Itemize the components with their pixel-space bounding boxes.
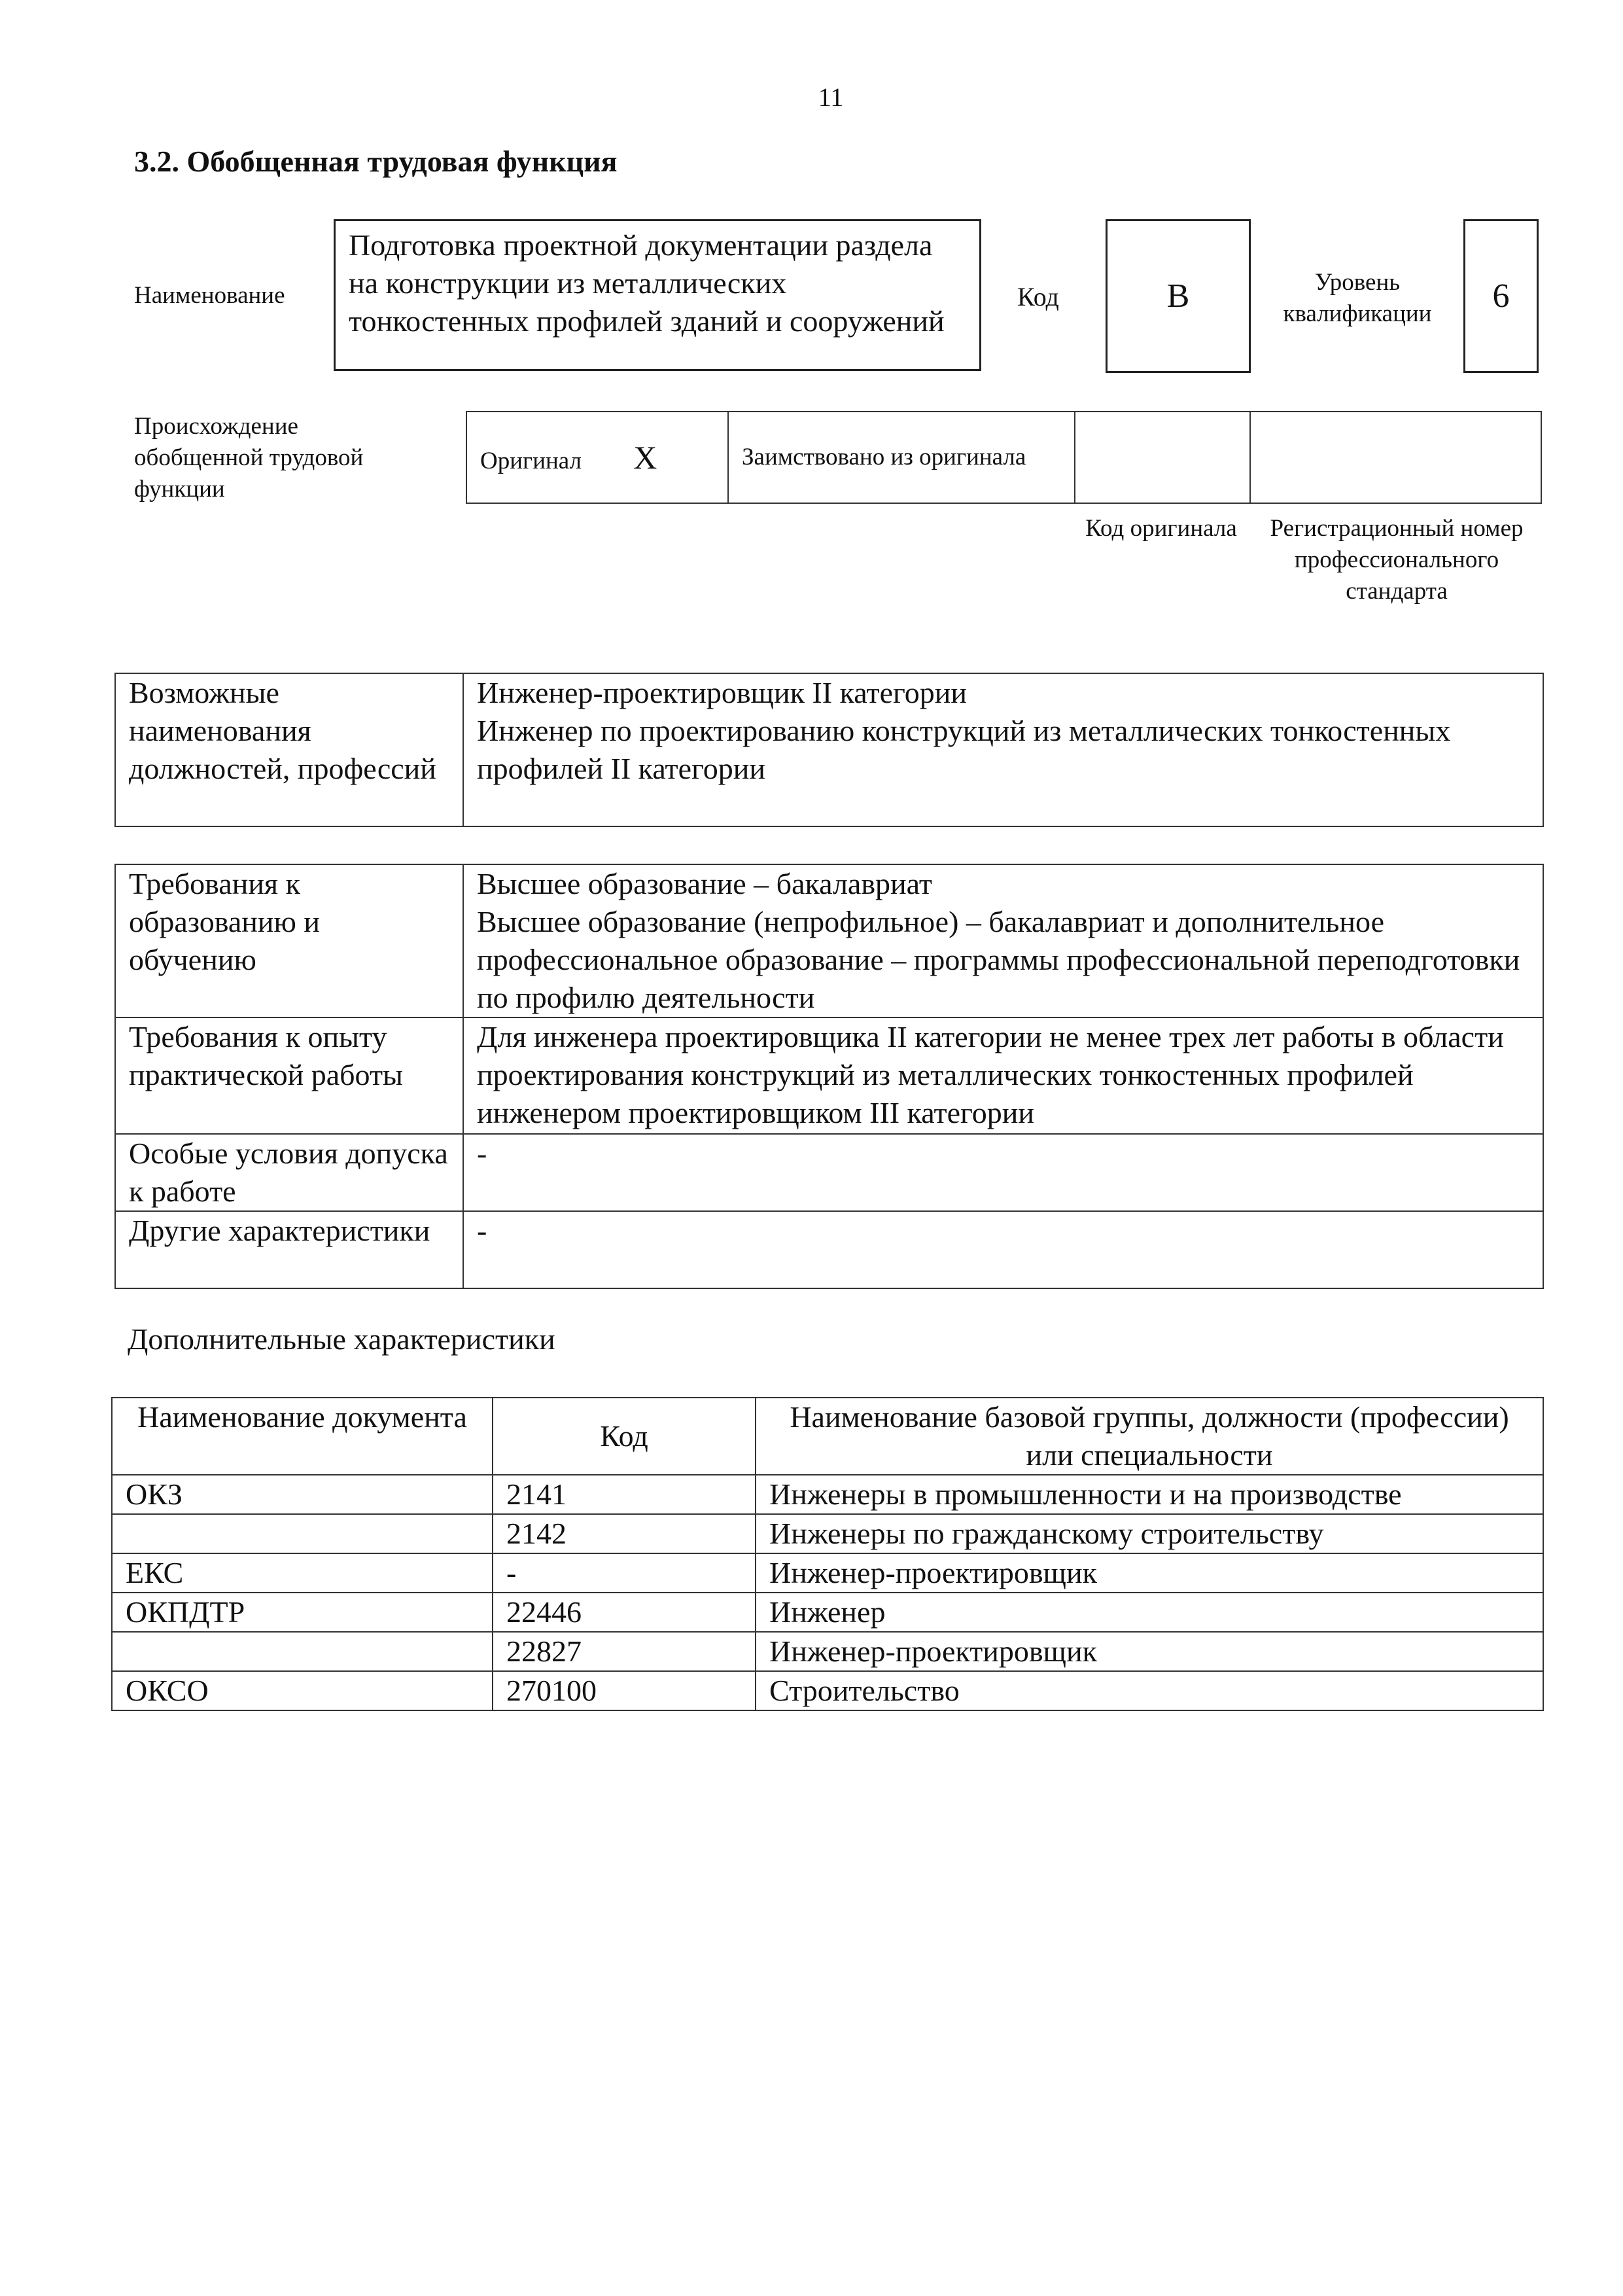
origin-table bbox=[466, 411, 1542, 504]
level-label: Уровень квалификации bbox=[1283, 269, 1432, 327]
header-cell: Код bbox=[493, 1398, 756, 1475]
table-row bbox=[112, 1553, 1543, 1593]
table-cell: ОКЗ bbox=[112, 1475, 493, 1514]
table-cell bbox=[112, 1514, 493, 1553]
requirement-value: - bbox=[463, 1134, 1543, 1211]
requirements-table bbox=[114, 864, 1544, 1289]
table-cell: Инженеры в промышленности и на производстве bbox=[756, 1475, 1543, 1514]
table-cell: Инженер bbox=[756, 1593, 1543, 1632]
level-value: 6 bbox=[1463, 219, 1539, 373]
table-cell bbox=[112, 1632, 493, 1671]
table-cell: ОКПДТР bbox=[112, 1593, 493, 1632]
table-cell: ЕКС bbox=[112, 1553, 493, 1593]
page-number: 11 bbox=[818, 82, 844, 112]
name-label: Наименование bbox=[134, 282, 285, 309]
positions-label: Возможные наименования должностей, профессий bbox=[115, 673, 463, 826]
additional-title: Дополнительные характеристики bbox=[128, 1322, 555, 1356]
requirement-label: Требования к образованию и обучению bbox=[115, 864, 463, 1017]
table-cell: Инженер-проектировщик bbox=[756, 1632, 1543, 1671]
table-cell: - bbox=[493, 1553, 756, 1593]
code-original-note: Код оригинала bbox=[1085, 515, 1237, 542]
additional-table bbox=[111, 1397, 1544, 1711]
requirement-label: Особые условия допуска к работе bbox=[115, 1134, 463, 1211]
requirement-line: Высшее образование (непрофильное) – бакалавриат и дополнительное профессиональное образование – программы профессиональной переподготовки по профилю деятельности bbox=[477, 905, 1520, 1014]
requirement-value: - bbox=[463, 1211, 1543, 1288]
table-cell: 2142 bbox=[493, 1514, 756, 1553]
reg-number-cell bbox=[1250, 412, 1541, 503]
requirement-label: Требования к опыту практической работы bbox=[115, 1017, 463, 1134]
position-item: Инженер-проектировщик II категории bbox=[477, 676, 967, 709]
origin-original-cell bbox=[466, 412, 728, 503]
table-cell: 22446 bbox=[493, 1593, 756, 1632]
table-row bbox=[112, 1514, 1543, 1553]
table-cell: ОКСО bbox=[112, 1671, 493, 1710]
header-cell: Наименование базовой группы, должности (профессии) или специальности bbox=[756, 1398, 1543, 1475]
reg-number-note: Регистрационный номер профессионального стандарта bbox=[1270, 515, 1524, 605]
requirement-label: Другие характеристики bbox=[115, 1211, 463, 1288]
table-cell: Инженеры по гражданскому строительству bbox=[756, 1514, 1543, 1553]
table-row bbox=[112, 1475, 1543, 1514]
positions-table bbox=[114, 673, 1544, 827]
table-row bbox=[112, 1632, 1543, 1671]
code-label: Код bbox=[1017, 282, 1059, 311]
requirement-value bbox=[463, 864, 1543, 1017]
code-original-cell bbox=[1075, 412, 1250, 503]
positions-values bbox=[463, 673, 1543, 826]
name-value: Подготовка проектной документации раздела на конструкции из металлических тонкостенных профилей зданий и сооружений bbox=[334, 219, 981, 371]
code-value: B bbox=[1106, 219, 1251, 373]
table-cell: 22827 bbox=[493, 1632, 756, 1671]
requirement-value: Для инженера проектировщика II категории не менее трех лет работы в области проектирования конструкций из металлических тонкостенных профилей инженером проектировщиком III категории bbox=[463, 1017, 1543, 1134]
table-row bbox=[112, 1671, 1543, 1710]
table-cell: 2141 bbox=[493, 1475, 756, 1514]
origin-label: Происхождение обобщенной трудовой функции bbox=[134, 413, 364, 503]
section-heading: 3.2. Обобщенная трудовая функция bbox=[134, 145, 618, 178]
table-cell: Строительство bbox=[756, 1671, 1543, 1710]
table-row bbox=[112, 1593, 1543, 1632]
original-mark: X bbox=[633, 439, 657, 476]
requirement-line: Высшее образование – бакалавриат bbox=[477, 867, 932, 900]
original-label: Оригинал bbox=[480, 448, 582, 474]
header-cell: Наименование документа bbox=[112, 1398, 493, 1475]
position-item: Инженер по проектированию конструкций из металлических тонкостенных профилей II категории bbox=[477, 714, 1451, 785]
table-cell: Инженер-проектировщик bbox=[756, 1553, 1543, 1593]
borrowed-cell: Заимствовано из оригинала bbox=[728, 412, 1075, 503]
table-cell: 270100 bbox=[493, 1671, 756, 1710]
